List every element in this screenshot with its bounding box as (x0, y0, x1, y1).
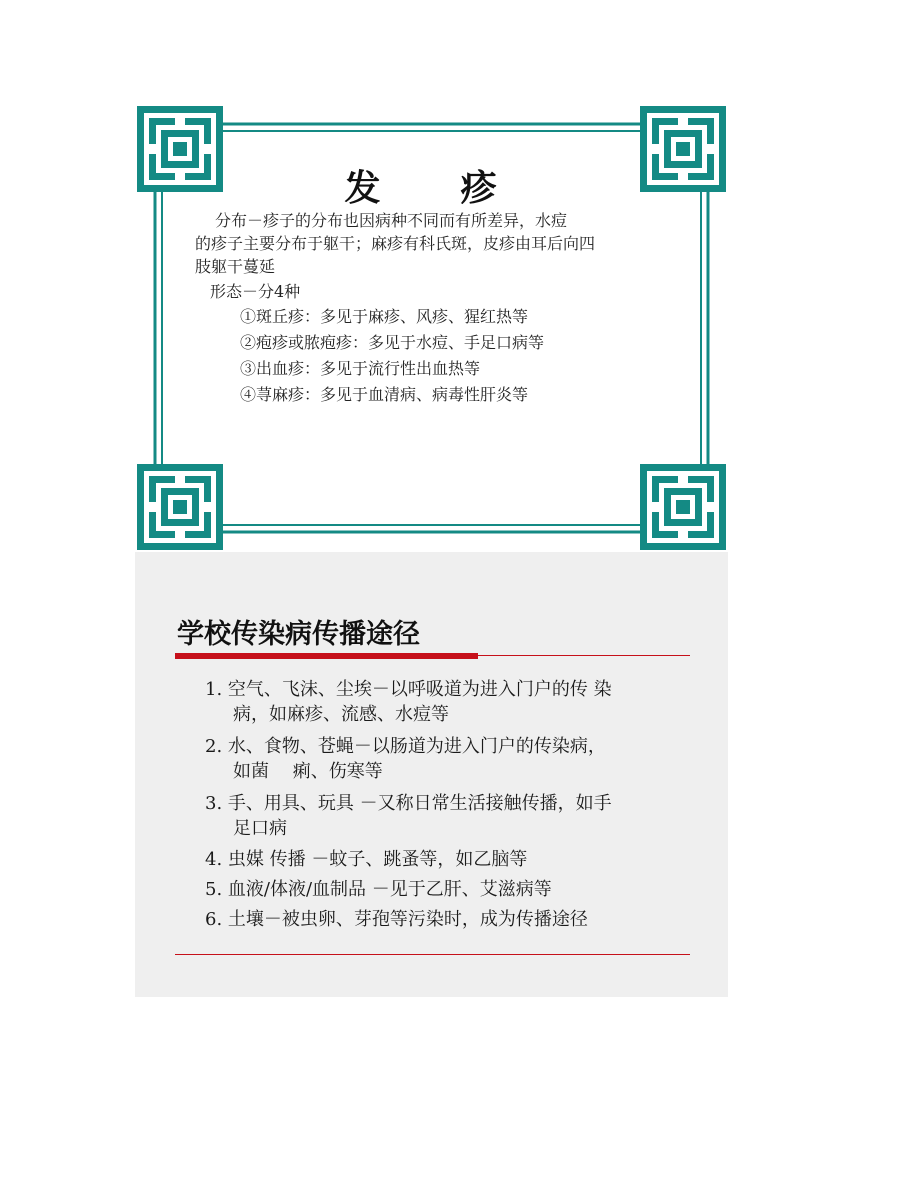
slide1-list-item: ③出血疹：多见于流行性出血热等 (240, 359, 481, 378)
slide2-list-item: 6. 土壤－被虫卵、芽孢等污染时，成为传播途径 (205, 909, 588, 930)
slide-transmission (135, 552, 728, 997)
slide2-list-item: 2. 水、食物、苍蝇－以肠道为进入门户的传染病， (205, 736, 606, 757)
slide1-text-line: 形态－分4种 (210, 282, 301, 301)
slide1-text-line: 的疹子主要分布于躯干；麻疹有科氏斑，皮疹由耳后向四 (195, 234, 596, 253)
slide1-text-line: 分布－疹子的分布也因病种不同而有所差异，水痘 (215, 211, 568, 230)
title-underline-bar (175, 653, 478, 659)
slide2-list-item: 4. 虫媒 传播 －蚊子、跳蚤等，如乙脑等 (205, 849, 528, 870)
slide-rash (135, 104, 728, 552)
bottom-divider (175, 954, 690, 955)
slide1-title: 发 疹 (344, 167, 519, 209)
slide2-list-item: 1. 空气、飞沫、尘埃－以呼吸道为进入门户的传 染 (205, 679, 612, 700)
slide2-list-item-cont: 足口病 (233, 818, 287, 839)
slide2-list-item: 3. 手、用具、玩具 －又称日常生活接触传播，如手 (205, 793, 612, 814)
slide1-list-item: ①斑丘疹：多见于麻疹、风疹、猩红热等 (240, 307, 529, 326)
slide2-list-item-cont: 如菌 痢、伤寒等 (233, 761, 383, 782)
slide2-list-item-cont: 病，如麻疹、流感、水痘等 (233, 704, 449, 725)
title-underline-line (175, 655, 690, 656)
slide2-title: 学校传染病传播途径 (177, 619, 420, 650)
slide1-text-line: 肢躯干蔓延 (195, 257, 276, 276)
slide1-list-item: ②疱疹或脓疱疹：多见于水痘、手足口病等 (240, 333, 545, 352)
slide1-list-item: ④荨麻疹：多见于血清病、病毒性肝炎等 (240, 385, 529, 404)
slide2-list-item: 5. 血液/体液/血制品 －见于乙肝、艾滋病等 (205, 879, 552, 900)
